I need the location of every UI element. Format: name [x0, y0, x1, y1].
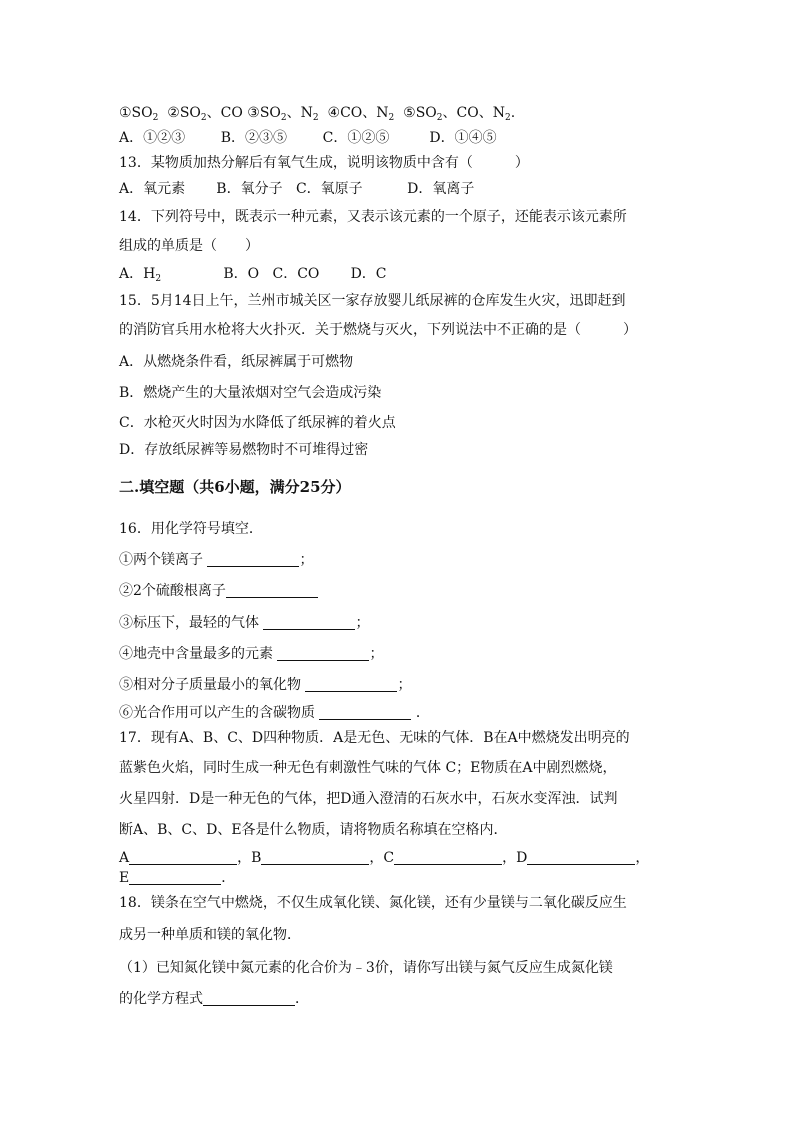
answer-blank-d[interactable]	[527, 850, 635, 865]
answer-blank[interactable]	[263, 615, 355, 630]
q17-answers-row: A ，B ，C ，D ，	[119, 850, 650, 866]
q12-options: $①SO_2$ $②SO_2$、CO $③SO_2$、$N_2$ ④CO、$N_2$ $⑤SO_2$、CO、$N_2$.	[119, 105, 516, 123]
answer-blank[interactable]	[277, 646, 369, 661]
answer-blank-e[interactable]	[129, 870, 221, 885]
answer-blank[interactable]	[319, 705, 411, 720]
q15-stem-line2: 的消防官兵用水枪将大火扑灭．关于燃烧与灭火，下列说法中不正确的是（ ）	[119, 322, 637, 338]
q12-choices: A．①②③ B．②③⑤ C．①②⑤ D．①④⑤	[119, 130, 497, 146]
q17-line1: 17．现有A、B、C、D四种物质．A是无色、无味的气体．B在A中燃烧发出明亮的	[119, 730, 630, 746]
q16-item-1: ①两个镁离子 ；	[119, 552, 314, 568]
q15-stem-line1: 15．5月14日上午，兰州市城关区一家存放婴儿纸尿裤的仓库发生火灾，迅即赶到	[119, 293, 626, 309]
q14-stem-line2: 组成的单质是（ ）	[119, 238, 259, 254]
answer-blank[interactable]	[226, 583, 318, 598]
section-heading: 二.填空题（共6小题，满分25分）	[119, 478, 351, 496]
q16-item-2: ②2个硫酸根离子	[119, 582, 318, 600]
answer-blank[interactable]	[305, 677, 397, 692]
q14-choices: A．$H_2$ B．O C．CO D．C	[119, 266, 387, 284]
q17-line2: 蓝紫色火焰，同时生成一种无色有刺激性气味的气体 C；E物质在A中剧烈燃烧，	[119, 760, 617, 776]
q14-stem-line1: 14．下列符号中，既表示一种元素，又表示该元素的一个原子，还能表示该元素所	[119, 209, 627, 225]
q16-item-4: ④地壳中含量最多的元素 ；	[119, 646, 384, 662]
q18-line4: 的化学方程式 ．	[119, 991, 309, 1007]
q15-option-d: D．存放纸尿裤等易燃物时不可堆得过密	[119, 442, 369, 458]
q18-line3: （1）已知氮化镁中氮元素的化合价为﹣3价，请你写出镁与氮气反应生成氮化镁	[119, 960, 613, 976]
answer-blank-b[interactable]	[261, 850, 369, 865]
answer-blank-c[interactable]	[394, 850, 502, 865]
q15-option-b: B．燃烧产生的大量浓烟对空气会造成污染	[119, 385, 382, 401]
q18-line1: 18．镁条在空气中燃烧，不仅生成氧化镁、氮化镁，还有少量镁与二氧化碳反应生	[119, 895, 627, 911]
q15-option-c: C．水枪灭火时因为水降低了纸尿裤的着火点	[119, 415, 396, 431]
q13-choices: A．氧元素 B．氧分子 C．氧原子 D．氧离子	[119, 181, 475, 197]
q16-item-5: ⑤相对分子质量最小的氧化物 ；	[119, 677, 412, 693]
q17-answer-e: E ．	[119, 870, 236, 886]
q18-line2: 成另一种单质和镁的氧化物．	[119, 927, 301, 943]
q17-line3: 火星四射．D是一种无色的气体，把D通入澄清的石灰水中，石灰水变浑浊．试判	[119, 791, 618, 807]
q16-item-3: ③标压下，最轻的气体 ；	[119, 615, 370, 631]
q13-stem: 13．某物质加热分解后有氧气生成，说明该物质中含有（ ）	[119, 155, 529, 171]
q15-option-a: A．从燃烧条件看，纸尿裤属于可燃物	[119, 354, 354, 370]
q17-line4: 断A、B、C、D、E各是什么物质，请将物质名称填在空格内．	[119, 822, 508, 838]
answer-blank[interactable]	[207, 552, 299, 567]
answer-blank-a[interactable]	[129, 850, 237, 865]
q16-stem: 16．用化学符号填空．	[119, 521, 263, 537]
answer-blank[interactable]	[203, 991, 295, 1006]
q16-item-6: ⑥光合作用可以产生的含碳物质 ．	[119, 705, 430, 721]
